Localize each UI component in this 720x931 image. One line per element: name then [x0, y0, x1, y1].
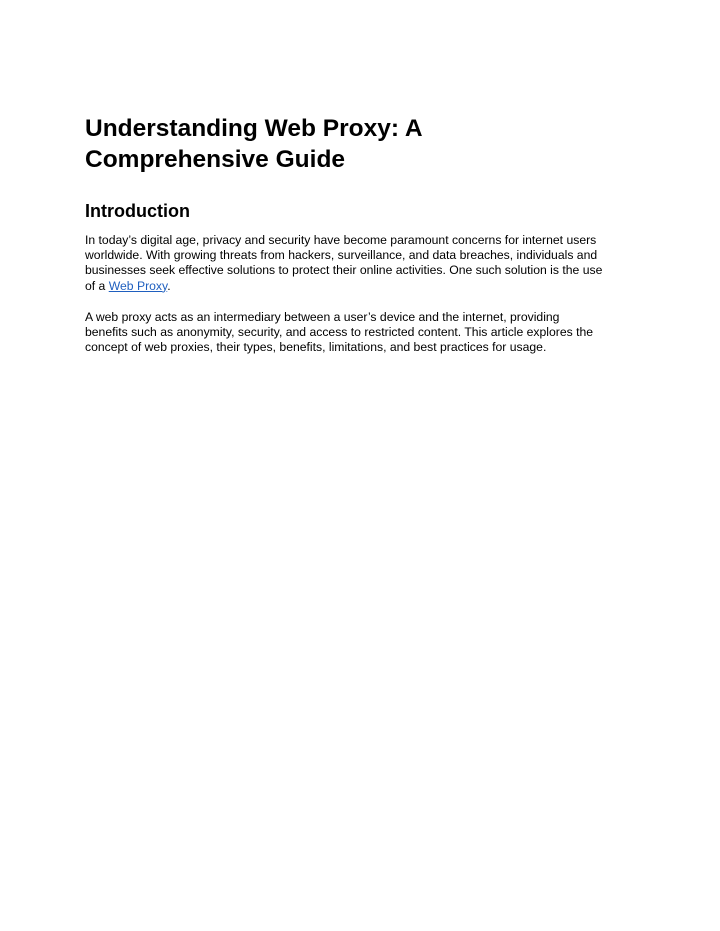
paragraph-1-line-4-suffix: .	[167, 278, 171, 293]
intro-paragraph-1	[85, 233, 645, 294]
section-heading-introduction: Introduction	[85, 201, 190, 221]
web-proxy-link[interactable]: Web Proxy	[108, 278, 168, 293]
paragraph-2-line-2: benefits such as anonymity, security, and access to restricted content. This article explores the	[85, 325, 594, 340]
document-title	[85, 113, 645, 175]
title-line-2: Comprehensive Guide	[85, 146, 346, 173]
paragraph-1-line-4-prefix: of a	[85, 278, 109, 293]
paragraph-1-line-1: In today’s digital age, privacy and security have become paramount concerns for internet users	[85, 233, 597, 247]
document-page	[85, 113, 645, 355]
paragraph-1-line-3: businesses seek effective solutions to protect their online activities. One such solution is the use	[85, 263, 603, 278]
paragraph-2-line-3: concept of web proxies, their types, benefits, limitations, and best practices for usage.	[85, 340, 547, 355]
paragraph-2-line-1: A web proxy acts as an intermediary between a user’s device and the internet, providing	[85, 309, 560, 324]
title-line-1: Understanding Web Proxy: A	[85, 115, 423, 142]
intro-paragraph-2	[85, 310, 645, 356]
paragraph-1-line-2: worldwide. With growing threats from hackers, surveillance, and data breaches, individuals and	[85, 248, 598, 263]
paragraph-1-line-4	[85, 279, 645, 294]
